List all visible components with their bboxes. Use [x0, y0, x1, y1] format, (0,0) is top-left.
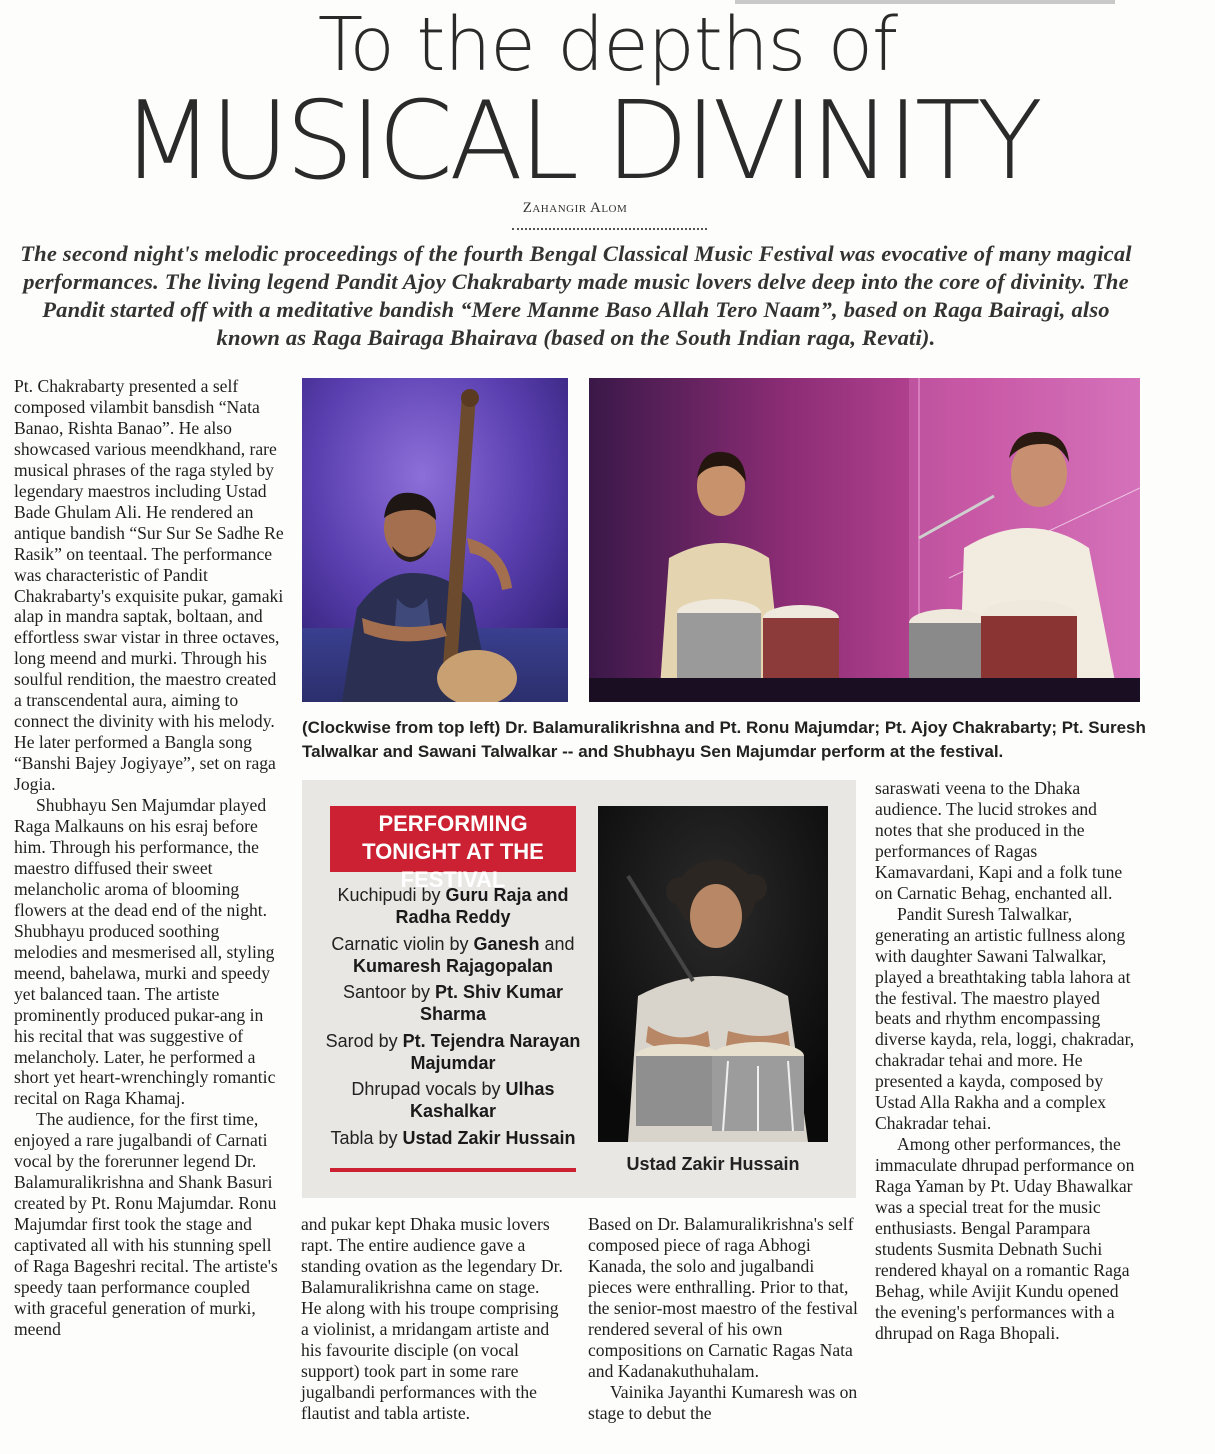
list-item — [312, 1127, 594, 1149]
paragraph: and pukar kept Dhaka music lovers rapt. The entire audience gave a standing ovation as the legendary Dr. Balamuralikrishna came on stage. He along with his troupe comprising a violinist, a mridangam artiste and his favourite disciple (on vocal support) took part in some rare jugalbandi performances with the flautist and tabla artiste. — [301, 1214, 563, 1423]
byline: Zahangir Alom — [522, 200, 628, 216]
performer-name: Pt. Shiv Kumar Sharma — [419, 982, 564, 1024]
column-2 — [301, 1214, 563, 1424]
performance-type: Sarod by — [325, 1030, 398, 1051]
performance-type: Dhrupad vocals by — [351, 1079, 501, 1099]
performer-name: Kumaresh Rajagopalan — [352, 955, 554, 976]
list-item — [312, 933, 594, 977]
paragraph: The audience, for the first time, enjoyed a rare jugalbandi of Carnati vocal by the forerunner legend Dr. Balamuralikrishna and Shank Basuri created by Pt. Ronu Majumdar. Ronu Majumdar first took the stage and captivated all with his stunning spell of Raga Bageshri recital. The artiste's speedy taan performance coupled with graceful generation of murki, meend — [14, 1109, 278, 1339]
paragraph: Shubhayu Sen Majumdar played Raga Malkauns on his esraj before him. Through his performance, the maestro diffused their sweet melancholic aroma of blooming flowers at the dead end of the night. Shubhayu produced soothing melodies and mesmerised all, styling meend, bahelawa, murki and speedy yet balanced taan. The artiste prominently produced pukar-ang in his recital that was suggestive of melancholy. Later, he performed a short yet heart-wrenchingly romantic recital on Raga Khamaj. — [14, 795, 276, 1109]
performance-type: Tabla by — [330, 1127, 398, 1148]
photo-zakir-hussain — [598, 806, 828, 1142]
byline-divider — [512, 228, 707, 230]
performance-type: Carnatic violin by — [331, 933, 469, 954]
column-3 — [588, 1214, 858, 1424]
photo-tabla-performers-image — [589, 378, 1140, 702]
performer-name: Ustad Zakir Hussain — [402, 1127, 576, 1148]
list-item — [312, 884, 594, 928]
sidebar-divider — [330, 1168, 576, 1172]
column-4 — [875, 778, 1137, 1344]
performer-name: Ulhas Kashalkar — [409, 1079, 555, 1121]
sidebar-photo-caption: Ustad Zakir Hussain — [626, 1154, 800, 1174]
list-item — [312, 981, 594, 1025]
list-item — [312, 1030, 594, 1074]
paragraph: Pt. Chakrabarty presented a self composed vilambit bansdish “Nata Banao, Rishta Banao”. He also showcased various meendkhand, rare musical phrases of the raga styled by legendary maestros including Ustad Bade Ghulam Ali. He rendered an antique bandish “Sur Sur Se Sadhe Re Rasik” on teentaal. The performance was characteristic of Pandit Chakrabarty's exquisite pukar, gamaki alap in mandra saptak, boltaan, and effortless swar vistar in three octaves, long meend and murki. Through his soulful rendition, the maestro created a transcendental aura, aiming to connect the divinity with his melody. He later performed a Bangla song “Banshi Bajey Jogiyaye”, set on raga Jogia. — [14, 376, 284, 795]
paragraph: Pandit Suresh Talwalkar, generating an artistic fullness along with daughter Sawani Talwalkar, played a breathtaking tabla lahora at the festival. The maestro played beats and rhythm encompassing diverse kayda, rela, loggi, chakradar, chakradar tehai and more. He presented a kayda, composed by Ustad Alla Rakha and a complex Chakradar tehai. — [875, 903, 1135, 1134]
paragraph: Among other performances, the immaculate dhrupad performance on Raga Yaman by Pt. Uday Bhawalkar was a special treat for the music enthusiasts. Bengal Parampara students Susmita Debnath Suchi rendered khayal on a romantic Raga Behag, while Avijit Kundu opened the evening's performances with a dhrupad on Raga Bhopali. — [875, 1134, 1135, 1343]
performer-name: Guru Raja and Radha Reddy — [395, 885, 569, 927]
performer-name: Pt. Tejendra Narayan Majumdar — [402, 1030, 581, 1073]
intro-paragraph: The second night's melodic proceedings of the fourth Bengal Classical Music Festival was evocative of many magical performances. The living legend Pandit Ajoy Chakrabarty made music lovers delve deep into the core of divinity. The Pandit started off with a meditative bandish “Mere Manme Baso Allah Tero Naam”, based on Raga Bairagi, also known as Raga Bairaga Bhairava (based on the South Indian raga, Revati). — [20, 241, 1132, 350]
photo-zakir-hussain-image — [598, 806, 828, 1142]
performance-type: Santoor by — [342, 982, 430, 1002]
performance-list — [312, 884, 594, 1153]
headline-line-2: MUSICAL DIVINITY — [121, 79, 1039, 204]
conjunction: and — [544, 933, 575, 954]
performance-type: Kuchipudi by — [337, 885, 441, 905]
headline-line-1: To the depths of — [317, 2, 898, 88]
paragraph: Vainika Jayanthi Kumaresh was on stage to debut the — [588, 1381, 858, 1423]
paragraph: saraswati veena to the Dhaka audience. The lucid strokes and notes that she produced in the performances of Ragas Kamavardani, Kapi and a folk tune on Carnatic Behag, enchanted all. — [875, 778, 1123, 903]
photo-caption: (Clockwise from top left) Dr. Balamuralikrishna and Pt. Ronu Majumdar; Pt. Ajoy Chakrabarty; Pt. Suresh Talwalkar and Sawani Talwalkar -- and Shubhayu Sen Majumdar perform at the festival. — [302, 718, 1146, 761]
photo-sitar-performer — [302, 378, 568, 702]
performer-name: Ganesh — [473, 933, 540, 954]
photo-sitar-performer-image — [302, 378, 568, 702]
paragraph: Based on Dr. Balamuralikrishna's self composed piece of raga Abhogi Kanada, the solo and jugalbandi pieces were enthralling. Prior to that, the senior-most maestro of the festival rendered several of his own compositions on Carnatic Ragas Nata and Kadanakuthuhalam. — [588, 1214, 858, 1381]
photo-tabla-performers — [589, 378, 1140, 702]
column-1 — [14, 376, 284, 1340]
sidebar-title: PERFORMING TONIGHT AT THE FESTIVAL — [330, 806, 576, 872]
list-item — [312, 1078, 594, 1122]
